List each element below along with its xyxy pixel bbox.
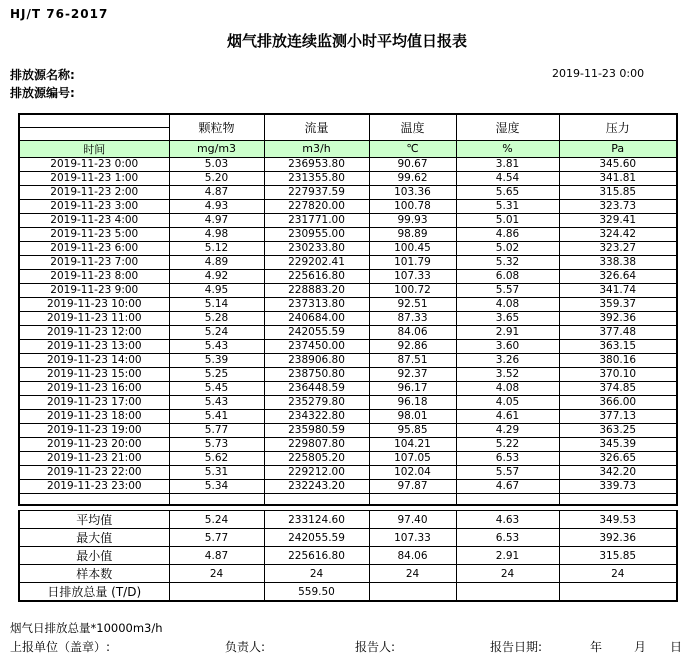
summary-value-cell: 24 [369, 565, 456, 583]
value-cell: 107.33 [369, 269, 456, 283]
value-cell: 377.48 [559, 325, 677, 339]
table-row [19, 255, 677, 269]
value-cell: 87.51 [369, 353, 456, 367]
time-cell: 2019-11-23 6:00 [19, 241, 169, 255]
report-unit-label: 上报单位（盖章）: [10, 640, 111, 654]
value-cell: 323.27 [559, 241, 677, 255]
value-cell: 4.98 [169, 227, 264, 241]
summary-value-cell: 233124.60 [264, 511, 369, 529]
value-cell: 98.89 [369, 227, 456, 241]
value-cell: 5.28 [169, 311, 264, 325]
col-header-flow: 流量 [264, 114, 369, 140]
value-cell: 5.62 [169, 451, 264, 465]
summary-row [19, 529, 677, 547]
value-cell: 96.18 [369, 395, 456, 409]
value-cell: 102.04 [369, 465, 456, 479]
value-cell: 370.10 [559, 367, 677, 381]
value-cell: 338.38 [559, 255, 677, 269]
value-cell: 5.39 [169, 353, 264, 367]
unit-humidity: % [456, 140, 559, 157]
summary-label-cell: 最大值 [19, 529, 169, 547]
value-cell: 84.06 [369, 325, 456, 339]
footer-note: 烟气日排放总量*10000m3/h [10, 621, 163, 635]
summary-value-cell: 24 [169, 565, 264, 583]
value-cell: 2.91 [456, 325, 559, 339]
value-cell: 363.15 [559, 339, 677, 353]
value-cell: 3.81 [456, 157, 559, 171]
value-cell: 341.81 [559, 171, 677, 185]
value-cell: 6.53 [456, 451, 559, 465]
time-cell: 2019-11-23 0:00 [19, 157, 169, 171]
table-row [19, 171, 677, 185]
value-cell: 100.72 [369, 283, 456, 297]
value-cell: 5.77 [169, 423, 264, 437]
value-cell: 4.08 [456, 297, 559, 311]
time-cell: 2019-11-23 16:00 [19, 381, 169, 395]
summary-label-cell: 日排放总量 (T/D) [19, 583, 169, 602]
value-cell: 3.52 [456, 367, 559, 381]
table-row [19, 283, 677, 297]
value-cell: 5.31 [456, 199, 559, 213]
time-cell: 2019-11-23 11:00 [19, 311, 169, 325]
reporter-label: 报告人: [355, 640, 396, 654]
value-cell: 235279.80 [264, 395, 369, 409]
value-cell: 5.03 [169, 157, 264, 171]
table-row [19, 325, 677, 339]
value-cell: 232243.20 [264, 479, 369, 493]
unit-flow: m3/h [264, 140, 369, 157]
value-cell: 95.85 [369, 423, 456, 437]
header-row-pollutants [19, 114, 677, 127]
time-cell: 2019-11-23 2:00 [19, 185, 169, 199]
table-row [19, 269, 677, 283]
value-cell: 240684.00 [264, 311, 369, 325]
value-cell: 4.87 [169, 185, 264, 199]
value-cell: 5.41 [169, 409, 264, 423]
value-cell: 5.57 [456, 283, 559, 297]
value-cell: 236953.80 [264, 157, 369, 171]
summary-value-cell: 6.53 [456, 529, 559, 547]
summary-value-cell: 24 [264, 565, 369, 583]
value-cell: 99.62 [369, 171, 456, 185]
year-label: 年 [590, 640, 603, 654]
summary-value-cell: 4.87 [169, 547, 264, 565]
value-cell: 345.39 [559, 437, 677, 451]
value-cell: 100.78 [369, 199, 456, 213]
summary-value-cell: 392.36 [559, 529, 677, 547]
value-cell: 5.25 [169, 367, 264, 381]
table-row [19, 479, 677, 493]
report-table-wrap [18, 113, 676, 602]
summary-value-cell [169, 583, 264, 602]
summary-value-cell: 4.63 [456, 511, 559, 529]
col-header-pressure: 压力 [559, 114, 677, 140]
value-cell: 92.51 [369, 297, 456, 311]
value-cell: 4.93 [169, 199, 264, 213]
value-cell: 99.93 [369, 213, 456, 227]
time-cell: 2019-11-23 1:00 [19, 171, 169, 185]
table-row [19, 409, 677, 423]
summary-value-cell [559, 583, 677, 602]
value-cell: 231355.80 [264, 171, 369, 185]
value-cell: 227937.59 [264, 185, 369, 199]
time-cell: 2019-11-23 4:00 [19, 213, 169, 227]
summary-value-cell: 107.33 [369, 529, 456, 547]
table-row [19, 367, 677, 381]
table-row [19, 297, 677, 311]
summary-value-cell: 5.24 [169, 511, 264, 529]
value-cell: 326.64 [559, 269, 677, 283]
unit-particulate: mg/m3 [169, 140, 264, 157]
day-label: 日 [670, 640, 683, 654]
value-cell: 5.43 [169, 339, 264, 353]
value-cell: 324.42 [559, 227, 677, 241]
summary-value-cell: 225616.80 [264, 547, 369, 565]
summary-value-cell: 315.85 [559, 547, 677, 565]
value-cell: 5.24 [169, 325, 264, 339]
value-cell: 4.29 [456, 423, 559, 437]
value-cell: 96.17 [369, 381, 456, 395]
table-row [19, 157, 677, 171]
table-row [19, 339, 677, 353]
value-cell: 237450.00 [264, 339, 369, 353]
value-cell: 5.65 [456, 185, 559, 199]
value-cell: 236448.59 [264, 381, 369, 395]
value-cell: 92.86 [369, 339, 456, 353]
value-cell: 363.25 [559, 423, 677, 437]
time-cell: 2019-11-23 17:00 [19, 395, 169, 409]
summary-value-cell [456, 583, 559, 602]
value-cell: 100.45 [369, 241, 456, 255]
value-cell: 230955.00 [264, 227, 369, 241]
value-cell: 4.05 [456, 395, 559, 409]
table-row [19, 213, 677, 227]
time-header: 时间 [19, 140, 169, 157]
time-cell: 2019-11-23 9:00 [19, 283, 169, 297]
summary-value-cell: 84.06 [369, 547, 456, 565]
standard-code: HJ/T 76-2017 [10, 7, 109, 21]
value-cell: 345.60 [559, 157, 677, 171]
unit-pressure: Pa [559, 140, 677, 157]
value-cell: 5.57 [456, 465, 559, 479]
time-cell: 2019-11-23 8:00 [19, 269, 169, 283]
time-cell: 2019-11-23 10:00 [19, 297, 169, 311]
value-cell: 103.36 [369, 185, 456, 199]
value-cell: 234322.80 [264, 409, 369, 423]
header-blank-top [19, 114, 169, 127]
value-cell: 380.16 [559, 353, 677, 367]
value-cell: 4.92 [169, 269, 264, 283]
table-row [19, 423, 677, 437]
value-cell: 238750.80 [264, 367, 369, 381]
summary-value-cell: 242055.59 [264, 529, 369, 547]
value-cell: 3.26 [456, 353, 559, 367]
value-cell: 374.85 [559, 381, 677, 395]
month-label: 月 [634, 640, 647, 654]
value-cell: 3.65 [456, 311, 559, 325]
time-cell: 2019-11-23 19:00 [19, 423, 169, 437]
summary-label-cell: 样本数 [19, 565, 169, 583]
value-cell: 92.37 [369, 367, 456, 381]
table-row [19, 451, 677, 465]
value-cell: 6.08 [456, 269, 559, 283]
table-row [19, 381, 677, 395]
summary-row [19, 511, 677, 529]
value-cell: 366.00 [559, 395, 677, 409]
value-cell: 227820.00 [264, 199, 369, 213]
time-cell: 2019-11-23 3:00 [19, 199, 169, 213]
summary-row [19, 583, 677, 602]
value-cell: 225805.20 [264, 451, 369, 465]
summary-value-cell: 5.77 [169, 529, 264, 547]
table-row [19, 199, 677, 213]
value-cell: 97.87 [369, 479, 456, 493]
summary-row [19, 547, 677, 565]
value-cell: 4.95 [169, 283, 264, 297]
value-cell: 235980.59 [264, 423, 369, 437]
time-cell: 2019-11-23 13:00 [19, 339, 169, 353]
value-cell: 5.20 [169, 171, 264, 185]
value-cell: 315.85 [559, 185, 677, 199]
summary-value-cell: 24 [559, 565, 677, 583]
value-cell: 5.73 [169, 437, 264, 451]
time-cell: 2019-11-23 23:00 [19, 479, 169, 493]
col-header-particulate: 颗粒物 [169, 114, 264, 140]
value-cell: 5.32 [456, 255, 559, 269]
value-cell: 4.54 [456, 171, 559, 185]
value-cell: 5.14 [169, 297, 264, 311]
value-cell: 98.01 [369, 409, 456, 423]
col-header-humidity: 湿度 [456, 114, 559, 140]
spacer-row [19, 493, 677, 505]
value-cell: 230233.80 [264, 241, 369, 255]
table-row [19, 241, 677, 255]
page-title: 烟气排放连续监测小时平均值日报表 [226, 32, 467, 50]
value-cell: 5.31 [169, 465, 264, 479]
value-cell: 4.97 [169, 213, 264, 227]
value-cell: 104.21 [369, 437, 456, 451]
summary-value-cell: 559.50 [264, 583, 369, 602]
value-cell: 4.67 [456, 479, 559, 493]
hourly-data-table [18, 113, 678, 506]
report-datetime: 2019-11-23 0:00 [552, 67, 645, 80]
value-cell: 229212.00 [264, 465, 369, 479]
summary-label-cell: 平均值 [19, 511, 169, 529]
value-cell: 90.67 [369, 157, 456, 171]
responsible-label: 负责人: [225, 640, 266, 654]
time-cell: 2019-11-23 5:00 [19, 227, 169, 241]
col-header-temperature: 温度 [369, 114, 456, 140]
value-cell: 231771.00 [264, 213, 369, 227]
time-cell: 2019-11-23 18:00 [19, 409, 169, 423]
time-cell: 2019-11-23 7:00 [19, 255, 169, 269]
value-cell: 4.08 [456, 381, 559, 395]
table-row [19, 227, 677, 241]
value-cell: 326.65 [559, 451, 677, 465]
source-name-label: 排放源名称: [10, 68, 75, 82]
summary-value-cell: 24 [456, 565, 559, 583]
value-cell: 4.86 [456, 227, 559, 241]
value-cell: 339.73 [559, 479, 677, 493]
summary-value-cell: 97.40 [369, 511, 456, 529]
value-cell: 101.79 [369, 255, 456, 269]
header-blank-bottom [19, 127, 169, 140]
value-cell: 329.41 [559, 213, 677, 227]
value-cell: 4.89 [169, 255, 264, 269]
value-cell: 242055.59 [264, 325, 369, 339]
value-cell: 225616.80 [264, 269, 369, 283]
value-cell: 4.61 [456, 409, 559, 423]
summary-value-cell [369, 583, 456, 602]
table-row [19, 395, 677, 409]
value-cell: 377.13 [559, 409, 677, 423]
value-cell: 359.37 [559, 297, 677, 311]
value-cell: 5.45 [169, 381, 264, 395]
value-cell: 392.36 [559, 311, 677, 325]
value-cell: 87.33 [369, 311, 456, 325]
summary-value-cell: 2.91 [456, 547, 559, 565]
source-code-label: 排放源编号: [10, 86, 75, 100]
value-cell: 342.20 [559, 465, 677, 479]
time-cell: 2019-11-23 12:00 [19, 325, 169, 339]
summary-row [19, 565, 677, 583]
table-row [19, 437, 677, 451]
table-row [19, 311, 677, 325]
value-cell: 107.05 [369, 451, 456, 465]
value-cell: 323.73 [559, 199, 677, 213]
time-cell: 2019-11-23 14:00 [19, 353, 169, 367]
value-cell: 5.43 [169, 395, 264, 409]
value-cell: 5.01 [456, 213, 559, 227]
value-cell: 3.60 [456, 339, 559, 353]
value-cell: 229807.80 [264, 437, 369, 451]
value-cell: 237313.80 [264, 297, 369, 311]
report-date-label: 报告日期: [490, 640, 543, 654]
unit-temperature: ℃ [369, 140, 456, 157]
value-cell: 5.22 [456, 437, 559, 451]
summary-table [18, 510, 678, 602]
value-cell: 5.12 [169, 241, 264, 255]
value-cell: 238906.80 [264, 353, 369, 367]
table-row [19, 185, 677, 199]
summary-label-cell: 最小值 [19, 547, 169, 565]
units-row [19, 140, 677, 157]
table-row [19, 465, 677, 479]
time-cell: 2019-11-23 20:00 [19, 437, 169, 451]
value-cell: 5.34 [169, 479, 264, 493]
table-row [19, 353, 677, 367]
value-cell: 228883.20 [264, 283, 369, 297]
value-cell: 341.74 [559, 283, 677, 297]
value-cell: 229202.41 [264, 255, 369, 269]
time-cell: 2019-11-23 21:00 [19, 451, 169, 465]
summary-value-cell: 349.53 [559, 511, 677, 529]
time-cell: 2019-11-23 22:00 [19, 465, 169, 479]
value-cell: 5.02 [456, 241, 559, 255]
time-cell: 2019-11-23 15:00 [19, 367, 169, 381]
